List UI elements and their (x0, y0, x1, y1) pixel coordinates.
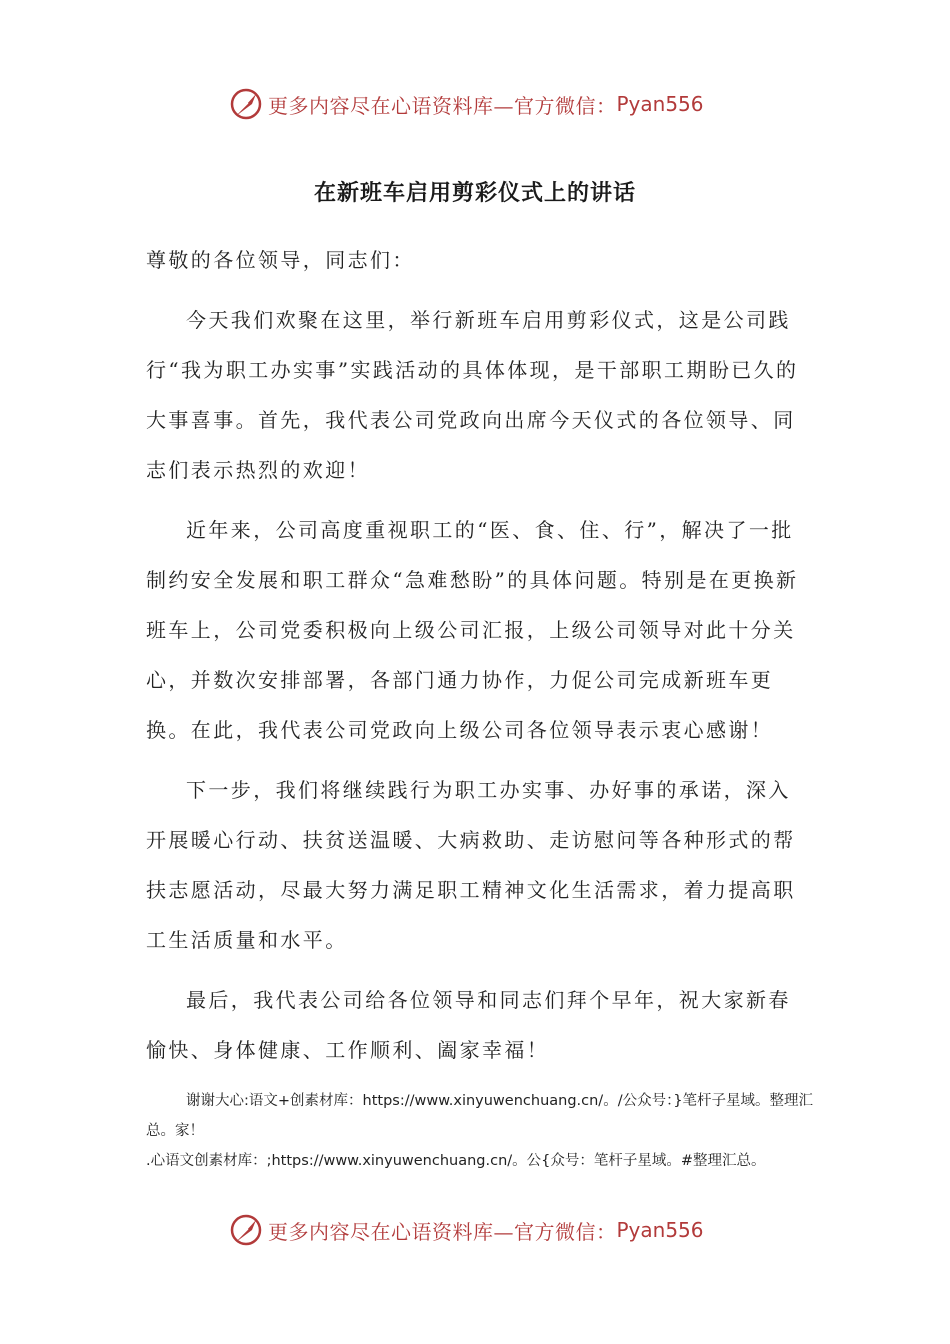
document-title: 在新班车启用剪彩仪式上的讲话 (313, 180, 636, 206)
header-banner (228, 84, 704, 124)
banner-text: 更多内容尽在心语资料库—官方微信： (268, 93, 617, 118)
banner-wechat-id: Pyan556 (616, 1218, 704, 1242)
quill-logo-icon (228, 1212, 264, 1248)
paragraph-4: 最后，我代表公司给各位领导和同志们拜个早年，祝大家新春愉快、身体健康、工作顺利、阖家幸福！ (146, 988, 791, 1062)
source-note-1: 谢谢大心:语文+创素材库：https://www.xinyuwenchuang.cn/。/公众号：}笔杆子星域。整理汇总。家！ (146, 1093, 814, 1139)
footer-banner (228, 1210, 704, 1250)
paragraph-3: 下一步，我们将继续践行为职工办实事、办好事的承诺，深入开展暖心行动、扶贫送温暖、大病救助、走访慰问等各种形式的帮扶志愿活动，尽最大努力满足职工精神文化生活需求，着力提高职工生活质量和水平。 (146, 778, 796, 952)
quill-logo-icon (228, 86, 264, 122)
banner-text: 更多内容尽在心语资料库—官方微信： (268, 1219, 617, 1244)
paragraph-1: 今天我们欢聚在这里，举行新班车启用剪彩仪式，这是公司践行“我为职工办实事”实践活动的具体体现，是干部职工期盼已久的大事喜事。首先，我代表公司党政向出席今天仪式的各位领导、同志们表示热烈的欢迎！ (146, 308, 799, 482)
greeting: 尊敬的各位领导，同志们： (146, 248, 415, 272)
source-note-2: .心语文创素材库：;https://www.xinyuwenchuang.cn/。公{众号：笔杆子星域。#整理汇总。 (146, 1153, 766, 1169)
banner-wechat-id: Pyan556 (616, 92, 704, 116)
paragraph-2: 近年来，公司高度重视职工的“医、食、住、行”，解决了一批制约安全发展和职工群众“急难愁盼”的具体问题。特别是在更换新班车上，公司党委积极向上级公司汇报，上级公司领导对此十分关心，并数次安排部署，各部门通力协作，力促公司完成新班车更换。在此，我代表公司党政向上级公司各位领导表示衷心感谢！ (146, 518, 799, 742)
